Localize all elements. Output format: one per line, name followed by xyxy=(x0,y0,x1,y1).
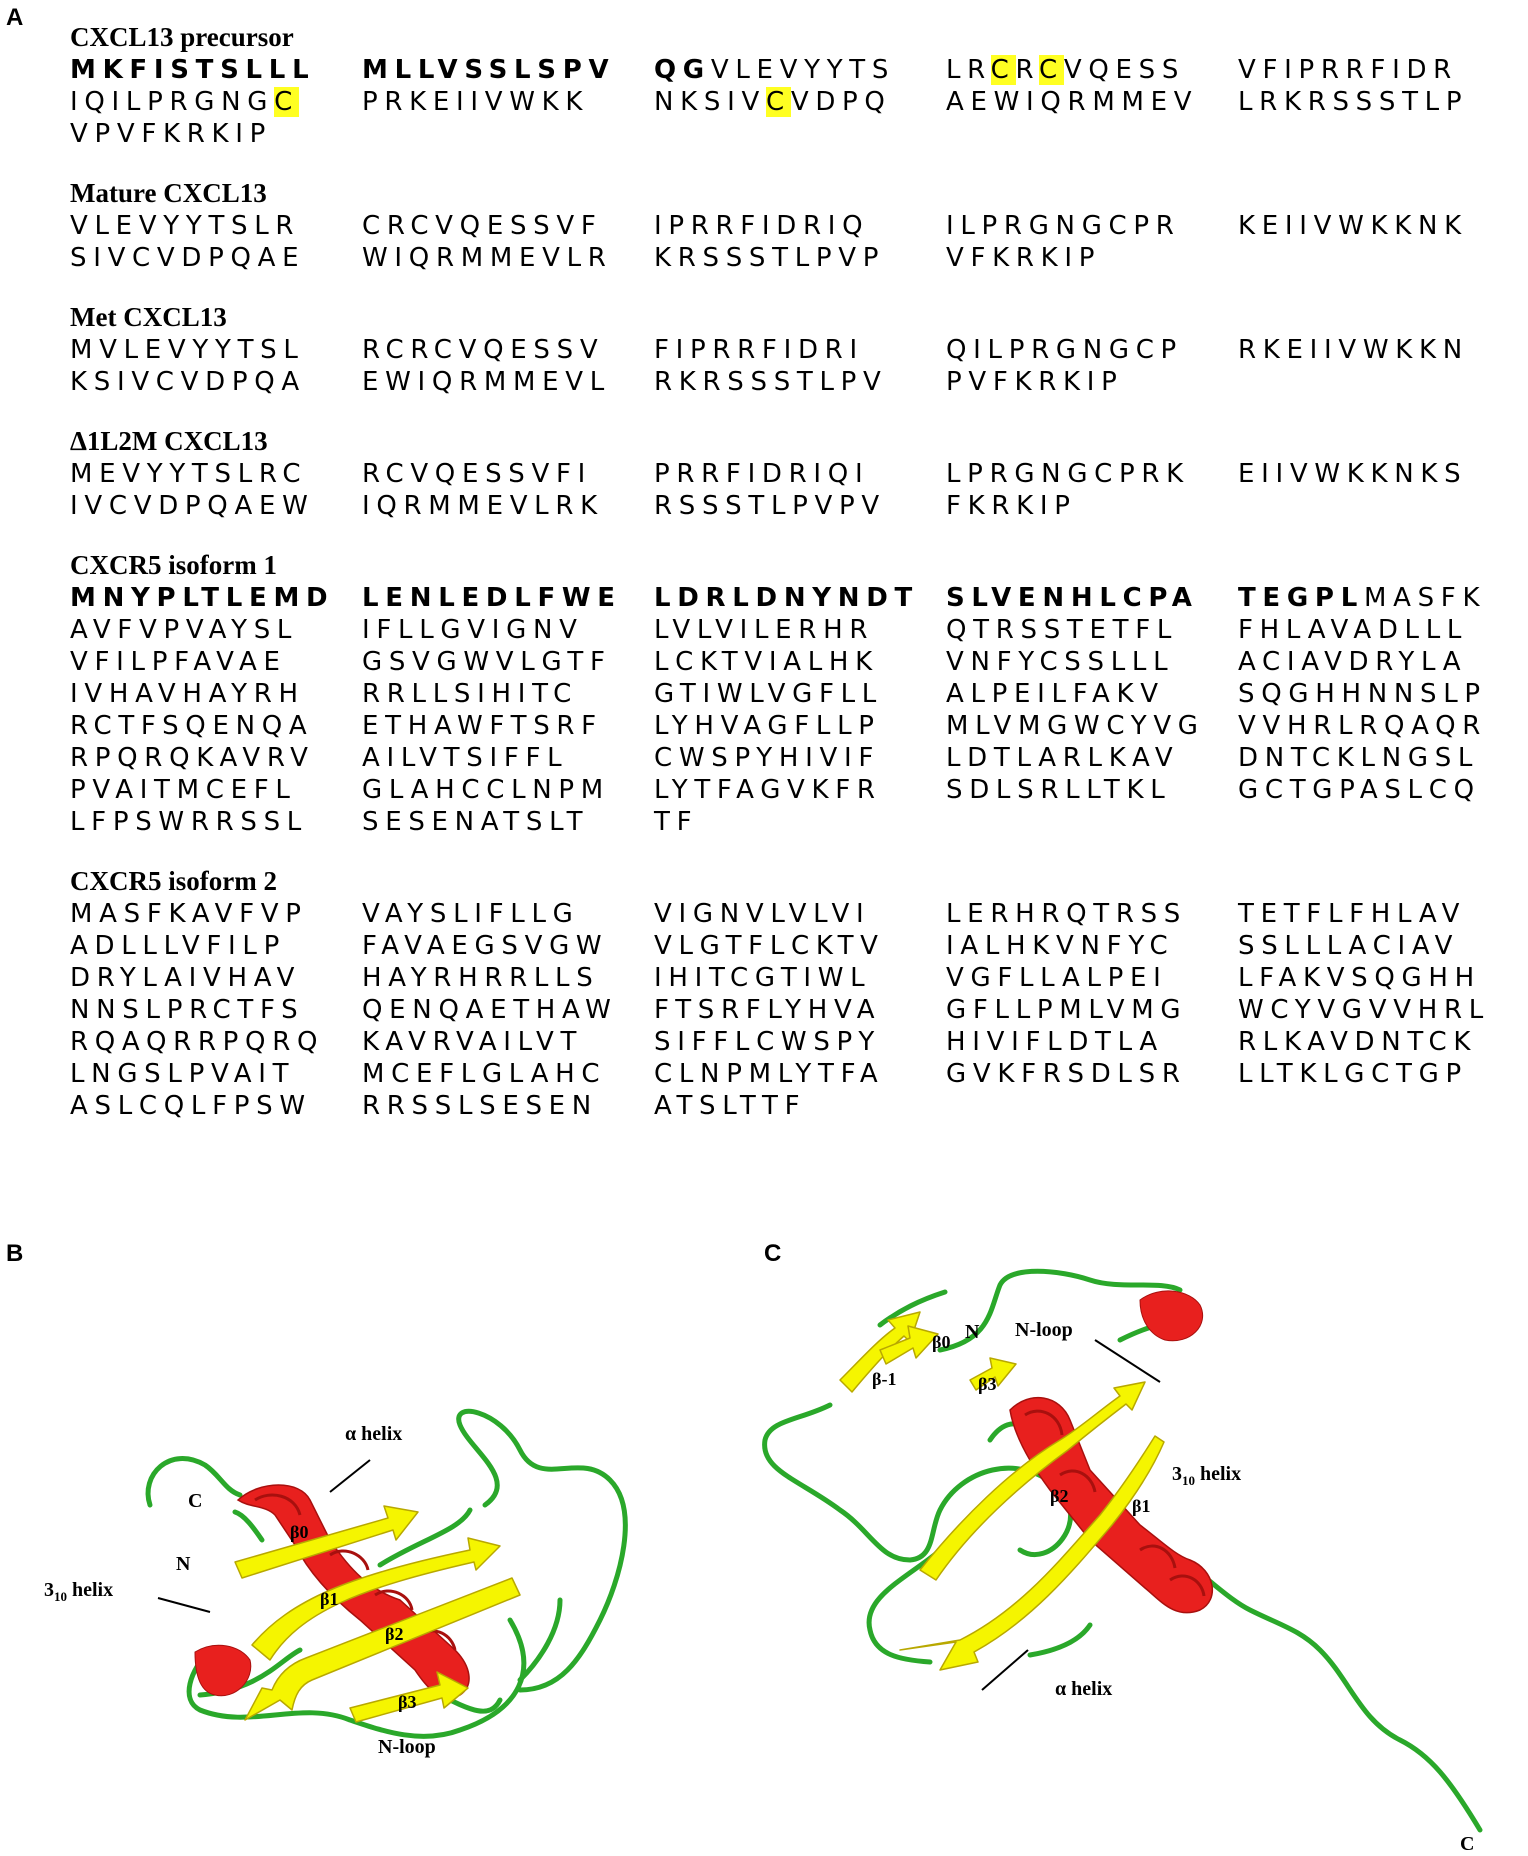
residue-run: ILPRGNGCPR xyxy=(946,211,1181,241)
residue-group xyxy=(70,366,362,398)
residue-run: CWSPYHIVIF xyxy=(654,743,880,773)
residue-group xyxy=(362,582,654,614)
strand-label-b0-c: β0 xyxy=(932,1332,951,1352)
residue-run: CRCVQESSVF xyxy=(362,211,603,241)
residue-run: LFAKVSQGHH xyxy=(1238,963,1481,993)
residue-run: FTSRFLYHVA xyxy=(654,995,882,1025)
residue-run: FIPRRFIDRI xyxy=(654,335,864,365)
residue-run: LNGSLPVAIT xyxy=(70,1059,296,1089)
residue-run: VFKRKIP xyxy=(946,243,1102,273)
highlighted-cysteine: C xyxy=(990,55,1016,85)
residue-run: AILVTSIFFL xyxy=(362,743,569,773)
residue-run: VAYSLIFLLG xyxy=(362,899,580,929)
strand-label-b2: β2 xyxy=(385,1624,404,1644)
residue-run: LERHRQTRSS xyxy=(946,899,1188,929)
residue-run: MASFK xyxy=(1363,583,1487,613)
label-alpha-helix-c: α helix xyxy=(1055,1678,1113,1700)
residue-run: GFLLPMLVMG xyxy=(946,995,1188,1025)
sequence-line xyxy=(70,1058,1510,1090)
residue-group xyxy=(654,54,946,86)
residue-run: VIGNVLVLVI xyxy=(654,899,871,929)
residue-group xyxy=(70,54,362,86)
sequence-panel xyxy=(70,20,1510,1148)
residue-group xyxy=(1238,678,1528,710)
residue-group xyxy=(1238,458,1528,490)
residue-run: MNYPLTLEMD xyxy=(70,583,335,613)
label-c-terminus-b: C xyxy=(188,1490,203,1512)
sequence-line xyxy=(70,994,1510,1026)
panel-label-b: B xyxy=(6,1240,24,1267)
residue-run: DRYLAIVHAV xyxy=(70,963,302,993)
residue-run: GSVGWVLGTF xyxy=(362,647,612,677)
sequence-line xyxy=(70,54,1510,86)
label-n-terminus-c: N xyxy=(965,1321,980,1343)
residue-group xyxy=(654,962,946,994)
residue-group xyxy=(654,646,946,678)
residue-run: SIFFLCWSPY xyxy=(654,1027,881,1057)
residue-run: VFILPFAVAE xyxy=(70,647,287,677)
residue-group xyxy=(654,242,946,274)
residue-run: SESENATSLT xyxy=(362,807,590,837)
residue-group xyxy=(946,962,1238,994)
label-n-terminus-b: N xyxy=(176,1553,191,1575)
highlighted-cysteine: C xyxy=(1039,55,1064,85)
residue-group xyxy=(362,210,654,242)
sequence-line xyxy=(70,930,1510,962)
sequence-title: CXCR5 isoform 2 xyxy=(70,866,277,896)
beta-strands-c xyxy=(840,1312,1164,1670)
sequence-block-mature-cxcl13 xyxy=(70,176,1510,274)
residue-group xyxy=(70,458,362,490)
structure-diagram-b xyxy=(0,1300,760,1770)
residue-group xyxy=(946,1058,1238,1090)
sequence-line xyxy=(70,210,1510,242)
residue-run: VLEVYYTS xyxy=(710,55,896,85)
residue-run: IQRMMEVLRK xyxy=(362,491,604,521)
residue-group xyxy=(70,582,362,614)
residue-run: PRRFIDRIQI xyxy=(654,459,870,489)
sequence-title: Mature CXCL13 xyxy=(70,178,267,208)
residue-run: LCKTVIALHK xyxy=(654,647,879,677)
residue-run: IVHAVHAYRH xyxy=(70,679,305,709)
residue-run: DNTCKLNGSL xyxy=(1238,743,1480,773)
residue-group xyxy=(362,806,654,838)
strand-label-b3: β3 xyxy=(398,1692,417,1712)
residue-run: RPQRQKAVRV xyxy=(70,743,315,773)
residue-group xyxy=(946,86,1238,118)
sequence-line xyxy=(70,646,1510,678)
residue-group xyxy=(1238,930,1528,962)
residue-group xyxy=(946,490,1238,522)
residue-group xyxy=(946,710,1238,742)
sequence-line xyxy=(70,458,1510,490)
residue-run: QTRSSTETFL xyxy=(946,615,1179,645)
residue-group xyxy=(1238,582,1528,614)
residue-run: PVFKRKIP xyxy=(946,367,1124,397)
residue-run: HAYRHRRLLS xyxy=(362,963,600,993)
highlighted-cysteine: C xyxy=(765,87,791,117)
residue-run: VVHRLRQAQR xyxy=(1238,711,1488,741)
residue-group xyxy=(1238,994,1528,1026)
residue-run: FKRKIP xyxy=(946,491,1077,521)
residue-group xyxy=(362,898,654,930)
sequence-block-d1l2m-cxcl13 xyxy=(70,424,1510,522)
residue-run: GVKFRSDLSR xyxy=(946,1059,1187,1089)
residue-group xyxy=(654,1058,946,1090)
residue-group xyxy=(946,994,1238,1026)
residue-run: MCEFLGLAHC xyxy=(362,1059,607,1089)
strand-label-b0: β0 xyxy=(290,1522,309,1542)
residue-group xyxy=(946,742,1238,774)
residue-group xyxy=(362,1026,654,1058)
residue-run: ACIAVDRYLA xyxy=(1238,647,1468,677)
residue-group xyxy=(1238,614,1528,646)
residue-group xyxy=(946,678,1238,710)
residue-group xyxy=(1238,54,1528,86)
residue-run: LLTKLGCTGP xyxy=(1238,1059,1468,1089)
residue-run: LR xyxy=(946,55,991,85)
sequence-line xyxy=(70,582,1510,614)
residue-run: SQGHHNNSLP xyxy=(1238,679,1487,709)
sequence-line xyxy=(70,710,1510,742)
residue-group xyxy=(654,930,946,962)
residue-run: RCRCVQESSV xyxy=(362,335,605,365)
panel-label-c: C xyxy=(764,1240,782,1267)
sequence-line xyxy=(70,742,1510,774)
residue-run: RQAQRRPQRQ xyxy=(70,1027,325,1057)
residue-run: VQESS xyxy=(1063,55,1186,85)
residue-run: RCVQESSVFI xyxy=(362,459,593,489)
residue-run: IQILPRGNG xyxy=(70,87,275,117)
residue-run: RKEIIVWKKN xyxy=(1238,335,1469,365)
residue-group xyxy=(654,898,946,930)
residue-group xyxy=(654,1090,946,1122)
sequence-line xyxy=(70,774,1510,806)
sequence-line xyxy=(70,334,1510,366)
sequence-line xyxy=(70,1090,1510,1122)
sequence-line xyxy=(70,242,1510,274)
residue-run: RSSSTLPVPV xyxy=(654,491,886,521)
sequence-line xyxy=(70,86,1510,118)
residue-group xyxy=(362,242,654,274)
residue-run: GTIWLVGFLL xyxy=(654,679,883,709)
residue-run: ASLCQLFPSW xyxy=(70,1091,312,1121)
residue-run: PRKEIIVWKK xyxy=(362,87,590,117)
residue-run: VGFLLALPEI xyxy=(946,963,1168,993)
residue-run: LDTLARLKAV xyxy=(946,743,1180,773)
residue-group xyxy=(654,994,946,1026)
residue-group xyxy=(70,1058,362,1090)
residue-run: LRKRSSSTLP xyxy=(1238,87,1469,117)
residue-group xyxy=(654,458,946,490)
sequence-line xyxy=(70,118,1510,150)
residue-run: IALHKVNFYC xyxy=(946,931,1175,961)
residue-group xyxy=(946,458,1238,490)
residue-group xyxy=(362,742,654,774)
residue-run: RLKAVDNTCK xyxy=(1238,1027,1478,1057)
residue-run: VFIPRRFIDR xyxy=(1238,55,1458,85)
residue-group xyxy=(946,334,1238,366)
residue-group xyxy=(70,678,362,710)
residue-group xyxy=(946,582,1238,614)
label-n-loop-b: N-loop xyxy=(378,1736,436,1758)
residue-run: GCTGPASLCQ xyxy=(1238,775,1481,805)
residue-group xyxy=(70,646,362,678)
residue-run: ETHAWFTSRF xyxy=(362,711,603,741)
residue-run: TETFLFHLAV xyxy=(1238,899,1467,929)
residue-group xyxy=(362,962,654,994)
residue-run: KRSSSTLPVP xyxy=(654,243,886,273)
residue-group xyxy=(1238,962,1528,994)
residue-run: ATSLTTF xyxy=(654,1091,807,1121)
residue-run: MASFKAVFVP xyxy=(70,899,308,929)
residue-run: LYTFAGVKFR xyxy=(654,775,882,805)
residue-group xyxy=(70,962,362,994)
label-alpha-helix-b: α helix xyxy=(345,1423,403,1445)
residue-group xyxy=(70,742,362,774)
residue-group xyxy=(654,1026,946,1058)
residue-group xyxy=(70,86,362,118)
residue-run: SIVCVDPQAE xyxy=(70,243,306,273)
residue-run: IFLLGVIGNV xyxy=(362,615,584,645)
residue-group xyxy=(70,210,362,242)
sequence-title: Met CXCL13 xyxy=(70,302,227,332)
residue-group xyxy=(946,646,1238,678)
residue-run: RCTFSQENQA xyxy=(70,711,314,741)
residue-run: IVCVDPQAEW xyxy=(70,491,315,521)
residue-run: ADLLLVFILP xyxy=(70,931,286,961)
residue-group xyxy=(362,1058,654,1090)
residue-run: PVAITMCEFL xyxy=(70,775,297,805)
residue-group xyxy=(1238,710,1528,742)
residue-group xyxy=(70,806,362,838)
residue-run: TF xyxy=(654,807,699,837)
residue-group xyxy=(362,614,654,646)
residue-run: ALPEILFAKV xyxy=(946,679,1165,709)
residue-group xyxy=(362,678,654,710)
residue-run: LVLVILERHR xyxy=(654,615,875,645)
residue-run: GLAHCCLNPM xyxy=(362,775,610,805)
residue-run: IHITCGTIWL xyxy=(654,963,872,993)
sequence-block-met-cxcl13 xyxy=(70,300,1510,398)
residue-group xyxy=(654,774,946,806)
residue-run: TEGPL xyxy=(1238,583,1364,613)
residue-run: WIQRMMEVLR xyxy=(362,243,613,273)
residue-run: FHLAVADLLL xyxy=(1238,615,1469,645)
residue-run: LENLEDLFWE xyxy=(362,583,622,613)
residue-group xyxy=(70,118,362,150)
label-three-ten-helix-c: $3_{10}$ helix xyxy=(1172,1463,1242,1488)
residue-group xyxy=(654,710,946,742)
residue-group xyxy=(70,1090,362,1122)
sequence-line xyxy=(70,1026,1510,1058)
residue-group xyxy=(654,210,946,242)
three-ten-helix-c xyxy=(1140,1291,1203,1341)
residue-group xyxy=(70,334,362,366)
strand-label-b3-c: β3 xyxy=(978,1374,997,1394)
strand-label-bm1: β-1 xyxy=(872,1369,897,1389)
label-c-terminus-c: C xyxy=(1460,1833,1475,1855)
residue-run: RKRSSSTLPV xyxy=(654,367,888,397)
sequence-block-cxcl13-precursor xyxy=(70,20,1510,150)
highlighted-cysteine: C xyxy=(274,87,299,117)
residue-group xyxy=(362,710,654,742)
sequence-line xyxy=(70,366,1510,398)
residue-group xyxy=(1238,774,1528,806)
residue-group xyxy=(70,930,362,962)
residue-group xyxy=(362,334,654,366)
residue-run: RRSSLSESEN xyxy=(362,1091,598,1121)
structure-diagram-c xyxy=(760,1270,1520,1856)
residue-run: CLNPMLYTFA xyxy=(654,1059,885,1089)
residue-group xyxy=(362,646,654,678)
residue-run: VPVFKRKIP xyxy=(70,119,273,149)
residue-group xyxy=(1238,210,1528,242)
residue-run: IPRRFIDRIQ xyxy=(654,211,870,241)
residue-group xyxy=(70,898,362,930)
residue-run: SLVENHLCPA xyxy=(946,583,1199,613)
residue-group xyxy=(654,86,946,118)
residue-run: QILPRGNGCP xyxy=(946,335,1183,365)
residue-run: VLEVYYTSLR xyxy=(70,211,301,241)
residue-run: MKFISTSLLL xyxy=(70,55,316,85)
residue-run: NNSLPRCTFS xyxy=(70,995,305,1025)
sequence-line xyxy=(70,898,1510,930)
residue-run: FAVAEGSVGW xyxy=(362,931,609,961)
residue-group xyxy=(654,334,946,366)
residue-group xyxy=(946,242,1238,274)
sequence-line xyxy=(70,490,1510,522)
residue-run: MEVYYTSLRC xyxy=(70,459,308,489)
residue-group xyxy=(946,898,1238,930)
sequence-line xyxy=(70,962,1510,994)
residue-run: MLVMGWCYVG xyxy=(946,711,1205,741)
residue-group xyxy=(362,1090,654,1122)
residue-run: VNFYCSSLLL xyxy=(946,647,1175,677)
residue-run: LPRGNGCPRK xyxy=(946,459,1190,489)
residue-group xyxy=(654,490,946,522)
residue-run: KSIVCVDPQA xyxy=(70,367,306,397)
residue-group xyxy=(946,1026,1238,1058)
residue-group xyxy=(362,458,654,490)
label-n-loop-c: N-loop xyxy=(1015,1319,1073,1341)
residue-group xyxy=(362,994,654,1026)
residue-group xyxy=(946,210,1238,242)
residue-group xyxy=(654,742,946,774)
residue-group xyxy=(1238,86,1528,118)
residue-run: RRLLSIHITC xyxy=(362,679,579,709)
residue-group xyxy=(654,366,946,398)
residue-run: KEIIVWKKNK xyxy=(1238,211,1468,241)
residue-group xyxy=(1238,1058,1528,1090)
residue-group xyxy=(946,774,1238,806)
residue-run: SDLSRLLTKL xyxy=(946,775,1172,805)
label-three-ten-helix-b: $3_{10}$ helix xyxy=(44,1579,114,1604)
panel-label-a: A xyxy=(6,4,24,31)
residue-group xyxy=(70,1026,362,1058)
residue-group xyxy=(1238,646,1528,678)
residue-group xyxy=(70,614,362,646)
residue-group xyxy=(654,678,946,710)
residue-group xyxy=(1238,742,1528,774)
residue-run: VDPQ xyxy=(790,87,892,117)
residue-group xyxy=(654,806,946,838)
residue-run: EWIQRMMEVL xyxy=(362,367,611,397)
residue-run: LDRLDNYNDT xyxy=(654,583,919,613)
residue-group xyxy=(362,86,654,118)
residue-group xyxy=(362,54,654,86)
sequence-title: Δ1L2M CXCL13 xyxy=(70,426,268,456)
residue-group xyxy=(362,774,654,806)
sequence-line xyxy=(70,806,1510,838)
sequence-block-cxcr5-isoform-2 xyxy=(70,864,1510,1122)
residue-group xyxy=(362,366,654,398)
residue-group xyxy=(70,994,362,1026)
residue-run: AEWIQRMMEV xyxy=(946,87,1199,117)
residue-group xyxy=(946,930,1238,962)
residue-group xyxy=(946,614,1238,646)
residue-group xyxy=(946,366,1238,398)
residue-group xyxy=(1238,334,1528,366)
residue-group xyxy=(1238,1026,1528,1058)
sequence-block-cxcr5-isoform-1 xyxy=(70,548,1510,838)
residue-run: WCYVGVVHRL xyxy=(1238,995,1490,1025)
residue-group xyxy=(362,490,654,522)
residue-run: EIIVWKKNKS xyxy=(1238,459,1468,489)
strand-label-b1-c: β1 xyxy=(1132,1496,1151,1516)
sequence-title: CXCR5 isoform 1 xyxy=(70,550,277,580)
residue-run: AVFVPVAYSL xyxy=(70,615,299,645)
residue-run: LFPSWRRSSL xyxy=(70,807,308,837)
residue-group xyxy=(654,614,946,646)
strand-label-b1: β1 xyxy=(320,1589,339,1609)
sequence-title: CXCL13 precursor xyxy=(70,22,294,52)
residue-run: HIVIFLDTLA xyxy=(946,1027,1164,1057)
residue-run: MVLEVYYTSL xyxy=(70,335,305,365)
residue-group xyxy=(946,54,1238,86)
residue-run: LYHVAGFLLP xyxy=(654,711,881,741)
residue-group xyxy=(70,242,362,274)
residue-group xyxy=(362,930,654,962)
residue-group xyxy=(70,490,362,522)
residue-run: NKSIV xyxy=(654,87,766,117)
residue-run: VLGTFLCKTV xyxy=(654,931,885,961)
strand-label-b2-c: β2 xyxy=(1050,1486,1069,1506)
residue-run: QG xyxy=(654,55,711,85)
residue-run: MLLVSSLSPV xyxy=(362,55,616,85)
residue-group xyxy=(70,710,362,742)
residue-run: SSLLLACIAV xyxy=(1238,931,1460,961)
residue-group xyxy=(1238,898,1528,930)
residue-run: KAVRVAILVT xyxy=(362,1027,584,1057)
residue-run: R xyxy=(1015,55,1039,85)
residue-group xyxy=(70,774,362,806)
residue-run: QENQAETHAW xyxy=(362,995,618,1025)
residue-group xyxy=(654,582,946,614)
sequence-line xyxy=(70,614,1510,646)
sequence-line xyxy=(70,678,1510,710)
